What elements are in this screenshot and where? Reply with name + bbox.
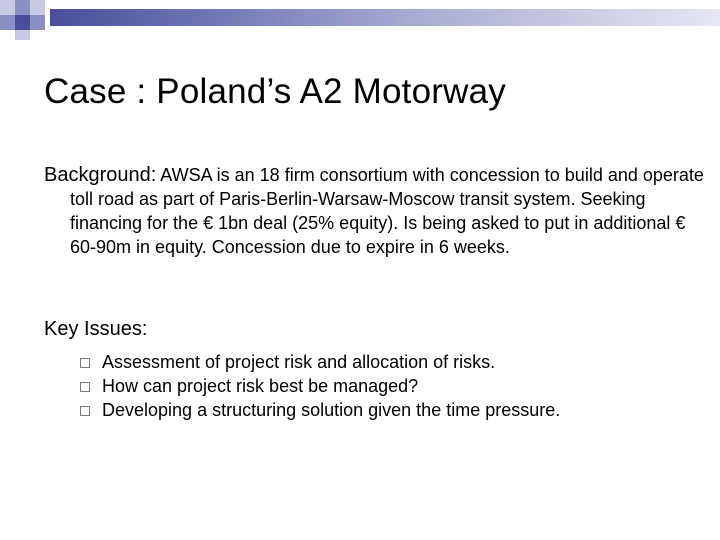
checkbox-bullet-icon [80, 382, 90, 392]
slide-title: Case : Poland’s A2 Motorway [44, 72, 506, 111]
list-item [80, 374, 560, 398]
decor-square [15, 30, 30, 40]
checkbox-bullet-icon [80, 406, 90, 416]
issue-text: Developing a structuring solution given the time pressure. [102, 400, 561, 420]
decor-gradient-bar [50, 9, 720, 26]
key-issues-list [80, 350, 560, 422]
decor-square [30, 15, 45, 30]
issue-text: Assessment of project risk and allocation of risks. [102, 352, 496, 372]
decor-square [0, 15, 15, 30]
list-item [80, 350, 560, 374]
decorative-header-band [0, 0, 720, 40]
issue-text: How can project risk best be managed? [102, 376, 419, 396]
background-paragraph [44, 163, 710, 259]
list-item [80, 398, 560, 422]
background-text: AWSA is an 18 firm consortium with concession to build and operate toll road as part of Paris-Berlin-Warsaw-Moscow transit system. Seeking financing for the € 1bn deal (25% equity). Is being asked to put in additional € 60-90m in equity. Concession due to expire in 6 weeks. [70, 165, 704, 257]
background-label: Background: [44, 164, 157, 186]
checkbox-bullet-icon [80, 358, 90, 368]
decor-square [15, 15, 30, 30]
key-issues-heading: Key Issues: [44, 318, 148, 340]
decor-square [15, 0, 30, 15]
decor-square [30, 0, 45, 15]
decor-square [0, 0, 15, 15]
